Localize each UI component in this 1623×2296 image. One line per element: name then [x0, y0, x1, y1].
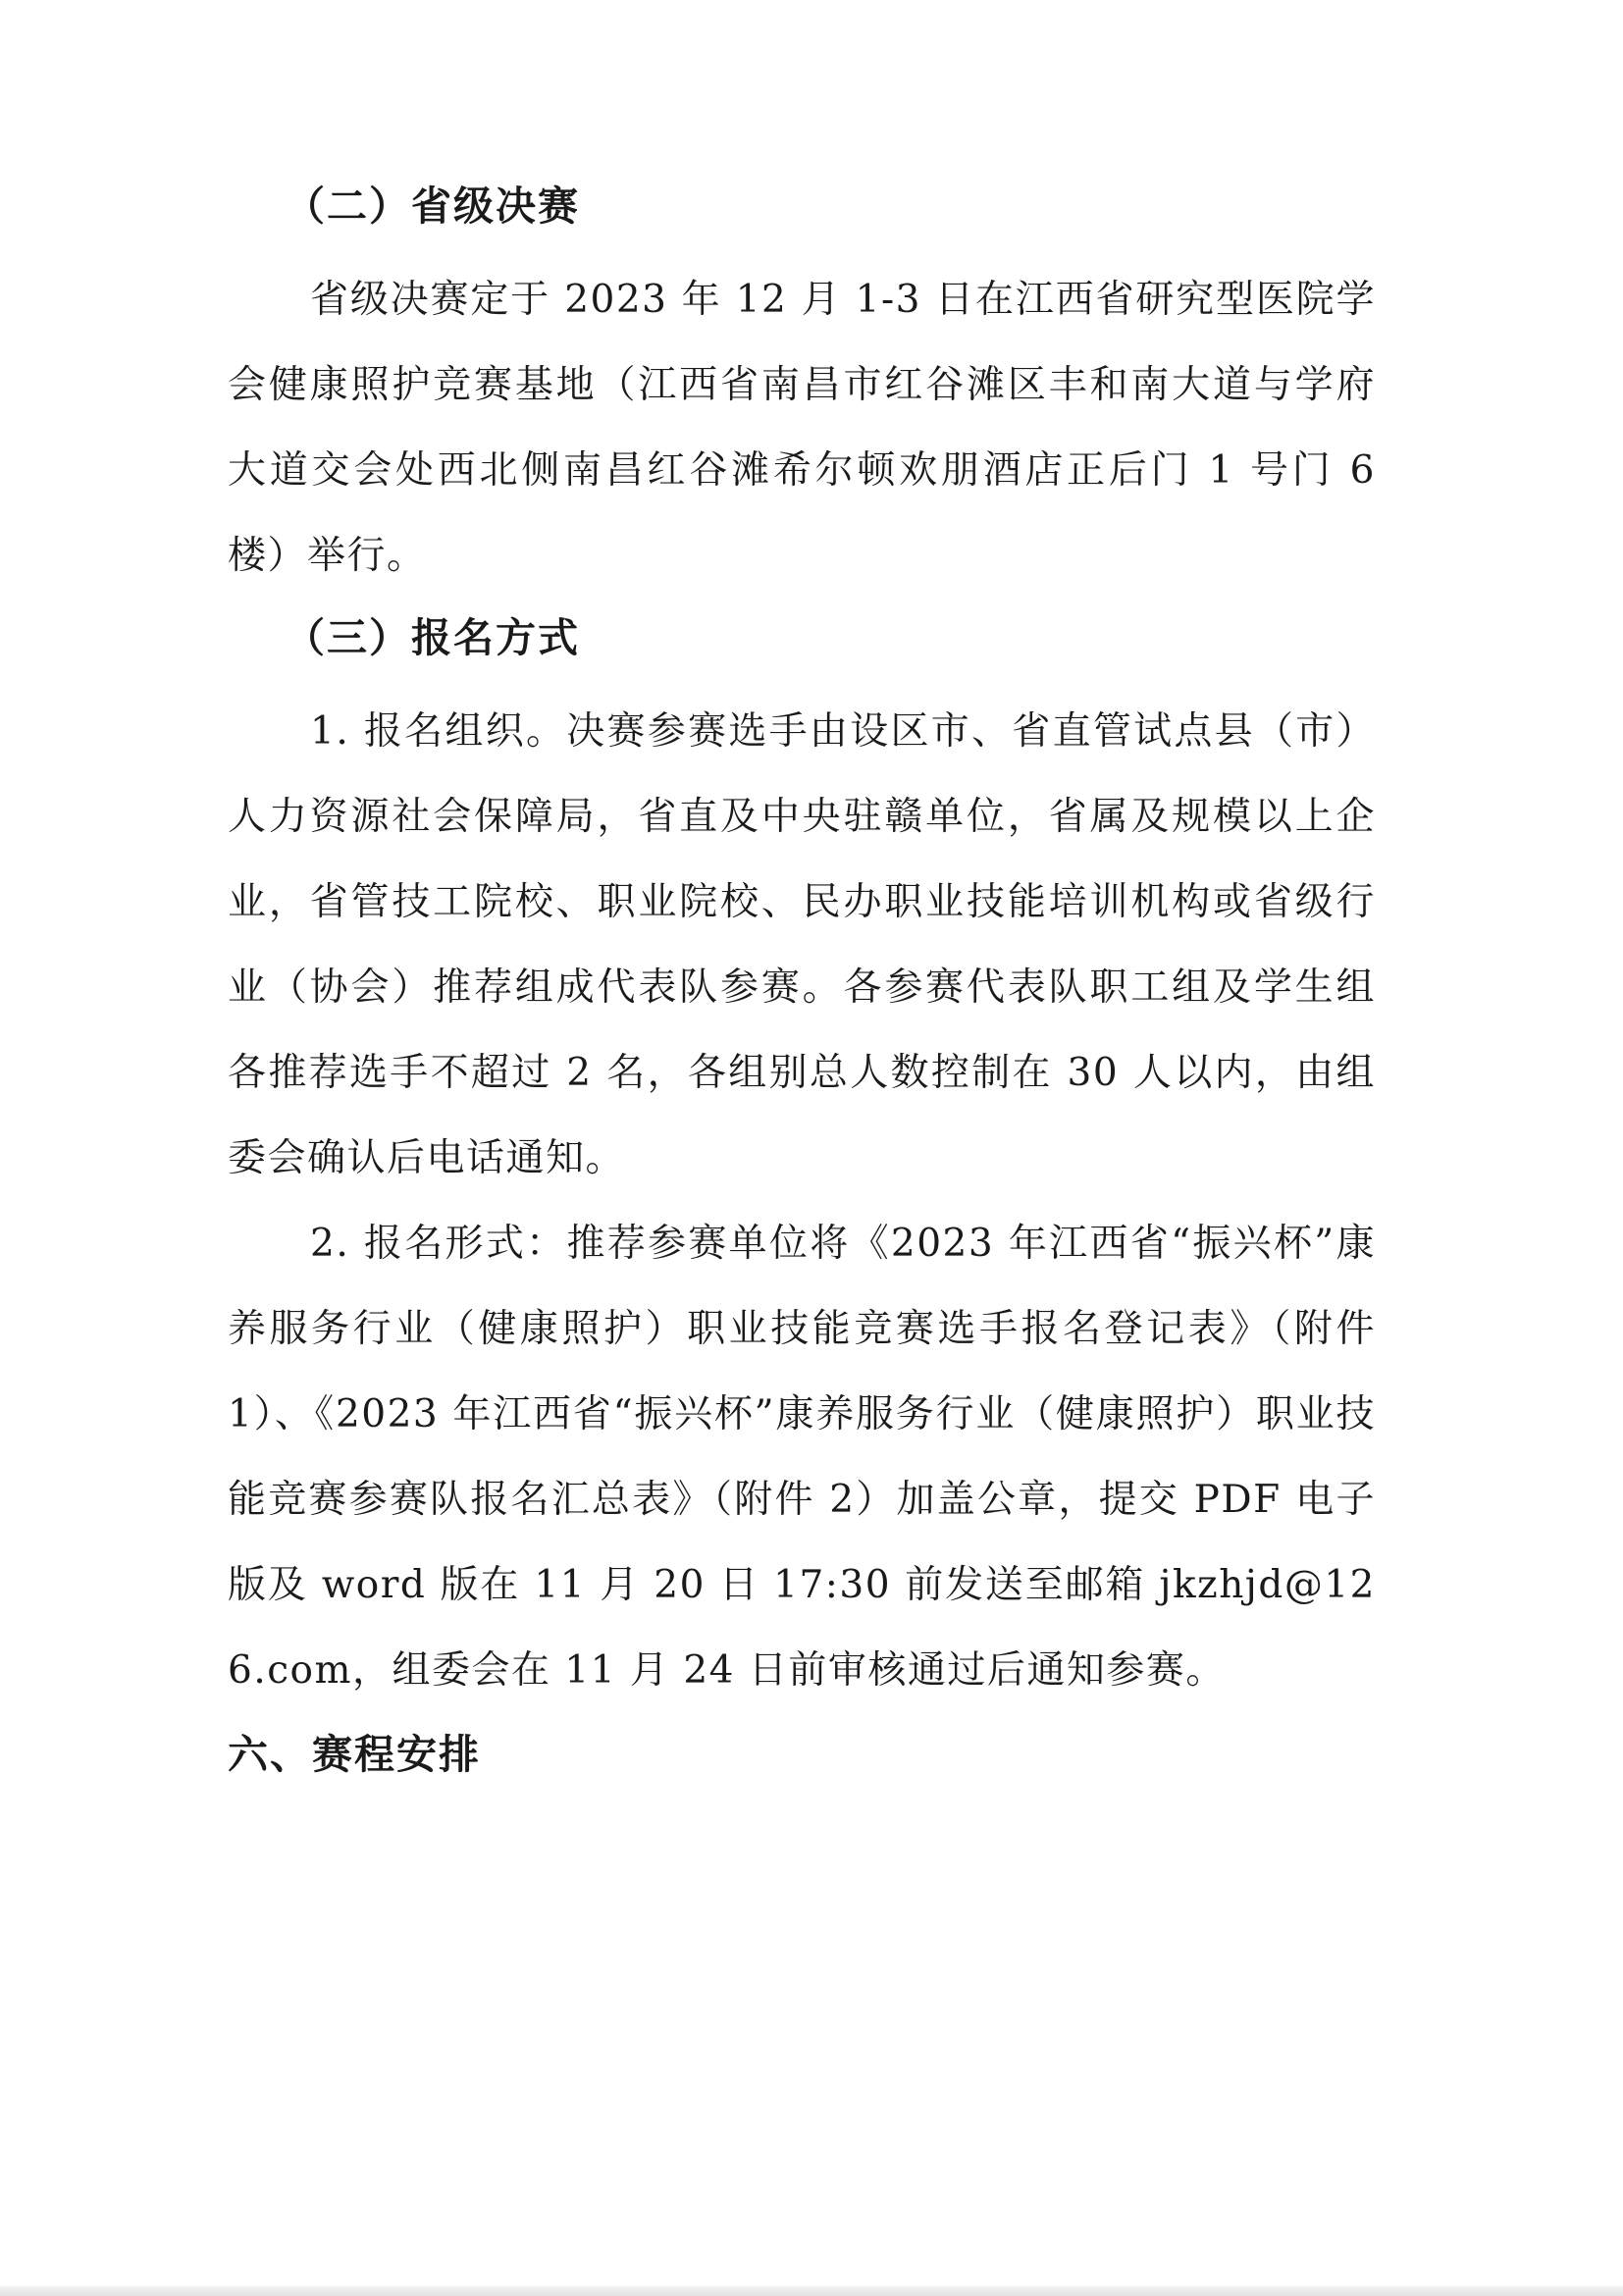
page-bottom-edge — [0, 2286, 1623, 2296]
paragraph-registration-form: 2. 报名形式：推荐参赛单位将《2023 年江西省“振兴杯”康养服务行业（健康照护）职业技能竞赛选手报名登记表》（附件 1）、《2023 年江西省“振兴杯”康养服务行业（健康照护）职业技能竞赛参赛队报名汇总表》（附件 2）加盖公章，提交 PDF 电子版及 word 版在 11 月 20 日 17:30 前发送至邮箱 jkzhjd@126.com，组委会在 11 月 24 日前审核通过后通知参赛。 — [228, 1222, 1376, 1693]
heading-registration-method: （三）报名方式 — [285, 614, 580, 661]
paragraph-final-venue: 省级决赛定于 2023 年 12 月 1-3 日在江西省研究型医院学会健康照护竞赛基地（江西省南昌市红谷滩区丰和南大道与学府大道交会处西北侧南昌红谷滩希尔顿欢朋酒店正后门 1 号门 6 楼）举行。 — [228, 278, 1376, 578]
paragraph-registration-organization: 1. 报名组织。决赛参赛选手由设区市、省直管试点县（市）人力资源社会保障局，省直及中央驻赣单位，省属及规模以上企业，省管技工院校、职业院校、民办职业技能培训机构或省级行业（协会）推荐组成代表队参赛。各参赛代表队职工组及学生组各推荐选手不超过 2 名，各组别总人数控制在 30 人以内，由组委会确认后电话通知。 — [228, 709, 1376, 1180]
document-body — [228, 177, 1376, 1784]
heading-provincial-final: （二）省级决赛 — [285, 183, 580, 230]
section-title-schedule: 六、赛程安排 — [228, 1731, 481, 1778]
